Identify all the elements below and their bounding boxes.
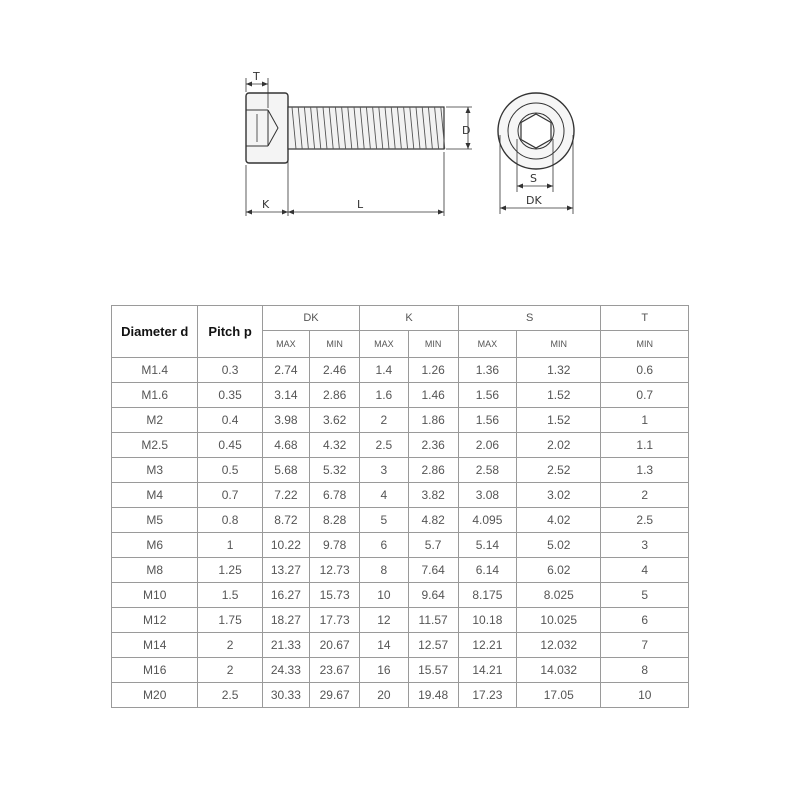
table-cell: M3 [112,458,198,483]
label-d: D [462,124,471,137]
table-cell: 4.68 [262,433,309,458]
table-cell: 17.05 [517,683,601,708]
table-cell: M5 [112,508,198,533]
table-cell: 1 [198,533,262,558]
table-cell: 1.32 [517,358,601,383]
table-cell: 0.35 [198,383,262,408]
table-cell: 1.3 [601,458,689,483]
table-cell: 8.28 [310,508,360,533]
table-cell: 1.1 [601,433,689,458]
table-cell: 7.22 [262,483,309,508]
header-s-max: MAX [458,331,516,358]
table-cell: 5.02 [517,533,601,558]
table-cell: 10 [601,683,689,708]
table-cell: 15.73 [310,583,360,608]
screw-side-view [246,93,444,163]
table-cell: 3.82 [408,483,458,508]
size-specification-table [111,305,689,708]
table-cell: M2.5 [112,433,198,458]
table-cell: 3.62 [310,408,360,433]
table-cell: 2.86 [408,458,458,483]
table-cell: 3.14 [262,383,309,408]
table-cell: 2.36 [408,433,458,458]
table-cell: 12.73 [310,558,360,583]
table-cell: 2.5 [360,433,408,458]
table-cell: 4 [360,483,408,508]
table-cell: 2 [198,658,262,683]
table-cell: 21.33 [262,633,309,658]
table-cell: 2 [601,483,689,508]
table-cell: 14.21 [458,658,516,683]
table-cell: 30.33 [262,683,309,708]
table-row [112,358,689,383]
table-cell: 4.095 [458,508,516,533]
table-cell: 3.02 [517,483,601,508]
table-cell: 12 [360,608,408,633]
table-cell: M20 [112,683,198,708]
table-cell: M4 [112,483,198,508]
table-cell: 1.4 [360,358,408,383]
table-cell: 5.68 [262,458,309,483]
table-cell: 1.46 [408,383,458,408]
table-cell: 5.14 [458,533,516,558]
table-cell: 19.48 [408,683,458,708]
table-cell: M16 [112,658,198,683]
table-cell: 3.08 [458,483,516,508]
table-cell: 12.032 [517,633,601,658]
table-row [112,633,689,658]
table-cell: 1.26 [408,358,458,383]
table-cell: 10.025 [517,608,601,633]
label-s: S [530,172,537,185]
table-cell: 6.78 [310,483,360,508]
table-cell: 2.52 [517,458,601,483]
table-cell: 7.64 [408,558,458,583]
table-cell: 6.02 [517,558,601,583]
table-cell: 16.27 [262,583,309,608]
table-cell: 29.67 [310,683,360,708]
table-cell: 2 [198,633,262,658]
table-cell: 4.02 [517,508,601,533]
table-cell: 0.5 [198,458,262,483]
table-cell: M2 [112,408,198,433]
table-cell: 16 [360,658,408,683]
table-cell: 2.58 [458,458,516,483]
table-cell: 0.7 [601,383,689,408]
label-dk: DK [526,194,542,207]
table-cell: 1 [601,408,689,433]
table-cell: 0.6 [601,358,689,383]
table-cell: 8.025 [517,583,601,608]
table-cell: 5.32 [310,458,360,483]
table-cell: 1.56 [458,383,516,408]
table-cell: 1.25 [198,558,262,583]
table-row [112,608,689,633]
table-cell: M1.6 [112,383,198,408]
table-row [112,658,689,683]
table-cell: 17.73 [310,608,360,633]
table-cell: 0.3 [198,358,262,383]
label-k: K [262,198,270,211]
table-cell: M1.4 [112,358,198,383]
table-cell: 2.74 [262,358,309,383]
table-cell: 10.22 [262,533,309,558]
table-cell: 23.67 [310,658,360,683]
table-cell: 1.6 [360,383,408,408]
header-diameter: Diameter d [112,306,198,358]
table-cell: 12.57 [408,633,458,658]
table-cell: 2.06 [458,433,516,458]
table-cell: 10 [360,583,408,608]
table-cell: 6 [601,608,689,633]
table-cell: 0.8 [198,508,262,533]
table-cell: 20.67 [310,633,360,658]
label-t: T [253,70,260,83]
header-group-k: K [360,306,459,331]
header-k-max: MAX [360,331,408,358]
table-cell: 14 [360,633,408,658]
table-cell: 1.56 [458,408,516,433]
table-body [112,358,689,708]
table-row [112,383,689,408]
table-cell: 2.5 [601,508,689,533]
header-dk-min: MIN [310,331,360,358]
header-dk-max: MAX [262,331,309,358]
header-group-t: T [601,306,689,331]
header-t-min: MIN [601,331,689,358]
table-cell: 11.57 [408,608,458,633]
table-row [112,508,689,533]
table-cell: 1.86 [408,408,458,433]
table-row [112,683,689,708]
table-row [112,433,689,458]
table-row [112,483,689,508]
table-cell: 9.78 [310,533,360,558]
table-cell: 5.7 [408,533,458,558]
table-cell: 3.98 [262,408,309,433]
table-cell: 9.64 [408,583,458,608]
table-cell: 1.5 [198,583,262,608]
table-cell: 0.4 [198,408,262,433]
table-cell: 17.23 [458,683,516,708]
table-row [112,408,689,433]
table-cell: 1.52 [517,383,601,408]
table-cell: M8 [112,558,198,583]
header-group-dk: DK [262,306,359,331]
table-cell: 1.52 [517,408,601,433]
table-cell: 18.27 [262,608,309,633]
table-cell: 15.57 [408,658,458,683]
label-l: L [357,198,364,211]
table-cell: 4.32 [310,433,360,458]
table-row [112,458,689,483]
header-k-min: MIN [408,331,458,358]
table-cell: 5 [360,508,408,533]
table-cell: 5 [601,583,689,608]
table-cell: 24.33 [262,658,309,683]
table-cell: 20 [360,683,408,708]
table-cell: 2 [360,408,408,433]
header-pitch: Pitch p [198,306,262,358]
table-cell: 7 [601,633,689,658]
table-cell: 0.7 [198,483,262,508]
table-cell: 12.21 [458,633,516,658]
table-cell: 10.18 [458,608,516,633]
table-row [112,583,689,608]
table-cell: 1.75 [198,608,262,633]
table-cell: 8.72 [262,508,309,533]
table-row [112,533,689,558]
table-cell: 2.86 [310,383,360,408]
table-cell: 13.27 [262,558,309,583]
table-cell: 14.032 [517,658,601,683]
table-cell: 2.5 [198,683,262,708]
table-cell: 8.175 [458,583,516,608]
table-cell: 8 [360,558,408,583]
table-cell: 3 [360,458,408,483]
screw-technical-drawing [0,0,800,260]
table-cell: M14 [112,633,198,658]
table-cell: M12 [112,608,198,633]
table-cell: 8 [601,658,689,683]
header-s-min: MIN [517,331,601,358]
table-cell: 4 [601,558,689,583]
table-cell: 6.14 [458,558,516,583]
table-cell: 3 [601,533,689,558]
table-cell: M6 [112,533,198,558]
table-cell: 4.82 [408,508,458,533]
table-cell: M10 [112,583,198,608]
table-cell: 2.46 [310,358,360,383]
table-cell: 6 [360,533,408,558]
table-cell: 2.02 [517,433,601,458]
header-group-s: S [458,306,601,331]
table-cell: 0.45 [198,433,262,458]
table-row [112,558,689,583]
table-cell: 1.36 [458,358,516,383]
